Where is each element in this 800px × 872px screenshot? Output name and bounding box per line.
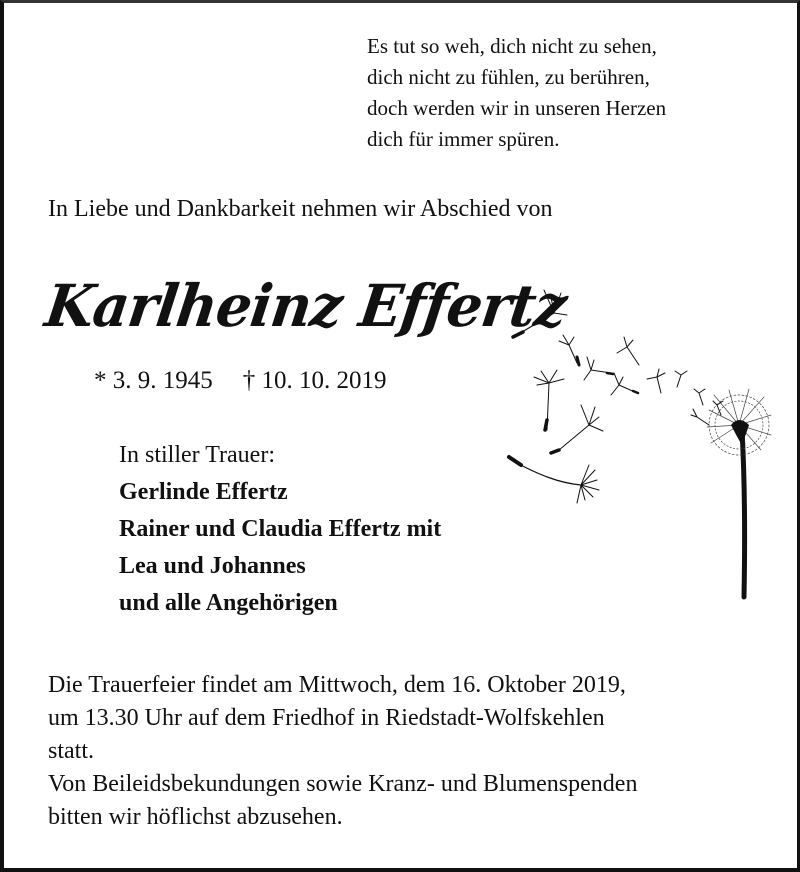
poem-line: dich für immer spüren. — [367, 127, 560, 151]
dandelion-icon — [499, 285, 789, 605]
funeral-info-line: Die Trauerfeier findet am Mittwoch, dem 16. Oktober 2019, — [48, 672, 626, 698]
poem — [367, 31, 666, 155]
mourner-name: Rainer und Claudia Effertz mit — [119, 516, 442, 542]
funeral-info — [48, 669, 637, 834]
poem-line: dich nicht zu fühlen, zu berühren, — [367, 65, 650, 89]
intro-text: In Liebe und Dankbarkeit nehmen wir Abschied von — [48, 196, 553, 222]
funeral-info-line: bitten wir höflichst abzusehen. — [48, 804, 343, 830]
funeral-info-line: Von Beileidsbekundungen sowie Kranz- und Blumenspenden — [48, 771, 638, 797]
mourner-name: Gerlinde Effertz — [119, 479, 288, 505]
mourners-block — [119, 437, 441, 622]
deceased-name: Karlheinz Effertz — [41, 272, 571, 340]
mourner-name: Lea und Johannes — [119, 553, 306, 579]
death-date: † 10. 10. 2019 — [242, 367, 387, 394]
poem-line: doch werden wir in unseren Herzen — [367, 96, 667, 120]
birth-date: * 3. 9. 1945 — [94, 367, 213, 394]
funeral-info-line: statt. — [48, 738, 94, 764]
life-dates — [94, 365, 387, 397]
funeral-info-line: um 13.30 Uhr auf dem Friedhof in Riedstadt-Wolfskehlen — [48, 705, 605, 731]
poem-line: Es tut so weh, dich nicht zu sehen, — [367, 34, 657, 58]
mourner-name: und alle Angehörigen — [119, 590, 338, 616]
mourners-label: In stiller Trauer: — [119, 442, 275, 468]
